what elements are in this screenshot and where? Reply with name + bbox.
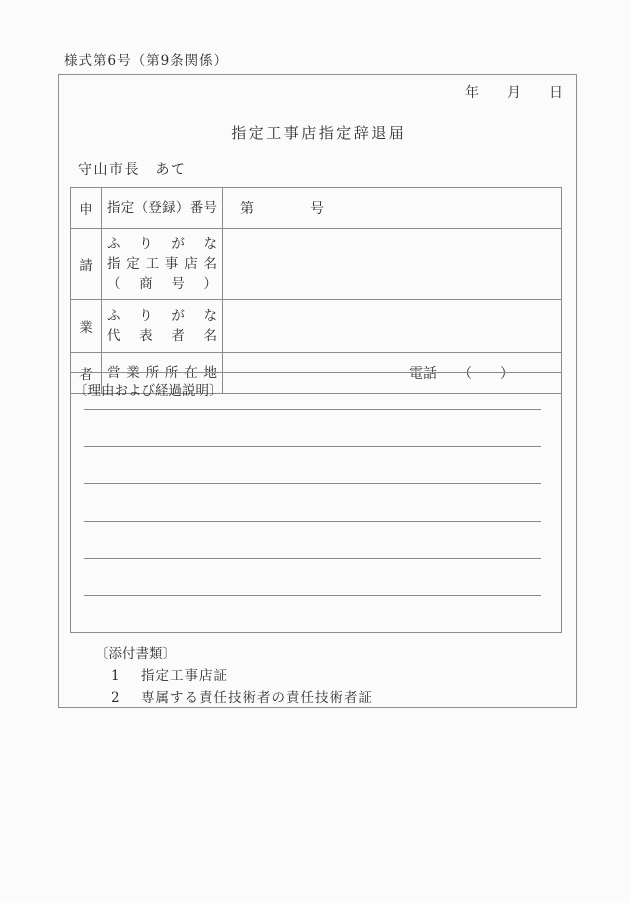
side-label-char: 請	[71, 229, 102, 300]
blank-writing-line	[84, 521, 541, 522]
date-line: 年 月 日	[465, 85, 563, 101]
row-label-line: 代 表 者 名	[107, 328, 217, 344]
representative-value-cell	[223, 300, 562, 353]
row-label	[102, 188, 223, 229]
attachment-item-text: 専属する責任技術者の責任技術者証	[141, 690, 373, 706]
blank-writing-line	[84, 409, 541, 410]
addressee-line: 守山市長 あて	[78, 162, 187, 178]
side-label-char: 業	[71, 300, 102, 353]
row-value-cell	[223, 188, 562, 229]
attachments-section	[95, 642, 373, 706]
row-label	[102, 300, 223, 353]
reason-section	[70, 372, 562, 633]
table-row	[71, 229, 562, 300]
blank-writing-line	[84, 446, 541, 447]
registration-number-value: 第 号	[240, 201, 324, 217]
blank-writing-line	[84, 595, 541, 596]
applicant-table	[70, 187, 562, 394]
side-label-char: 申	[71, 188, 102, 229]
row-label-line: （ 商 号 ）	[107, 276, 217, 292]
table-row	[71, 188, 562, 229]
attachment-item-number: 2	[111, 690, 121, 706]
row-label-line: 指 定 （ 登 録 ） 番 号	[107, 200, 217, 216]
blank-writing-line	[84, 558, 541, 559]
attachment-item-number: 1	[111, 668, 121, 684]
telephone-value: 電話 （ ）	[409, 366, 514, 382]
form-number-label: 様式第6号（第9条関係）	[64, 53, 229, 69]
row-label-line: 営 業 所 所 在 地	[107, 365, 217, 381]
row-label-line: ふ り が な	[107, 308, 217, 324]
row-label-line: ふ り が な	[107, 236, 217, 252]
attachments-heading: 〔添付書類〕	[95, 646, 176, 662]
form-outer-box	[58, 74, 577, 708]
table-row	[71, 300, 562, 353]
reason-heading: 〔理由および経過説明〕	[74, 383, 223, 399]
row-label	[102, 229, 223, 300]
side-label-char: 者	[71, 353, 102, 394]
page-title: 指定工事店指定辞退届	[231, 124, 407, 142]
blank-writing-line	[84, 483, 541, 484]
attachment-item	[95, 669, 373, 684]
attachment-item	[95, 691, 373, 706]
shop-name-value-cell	[223, 229, 562, 300]
row-label-line: 指 定 工 事 店 名	[107, 256, 217, 272]
attachment-item-text: 指定工事店証	[141, 668, 228, 684]
